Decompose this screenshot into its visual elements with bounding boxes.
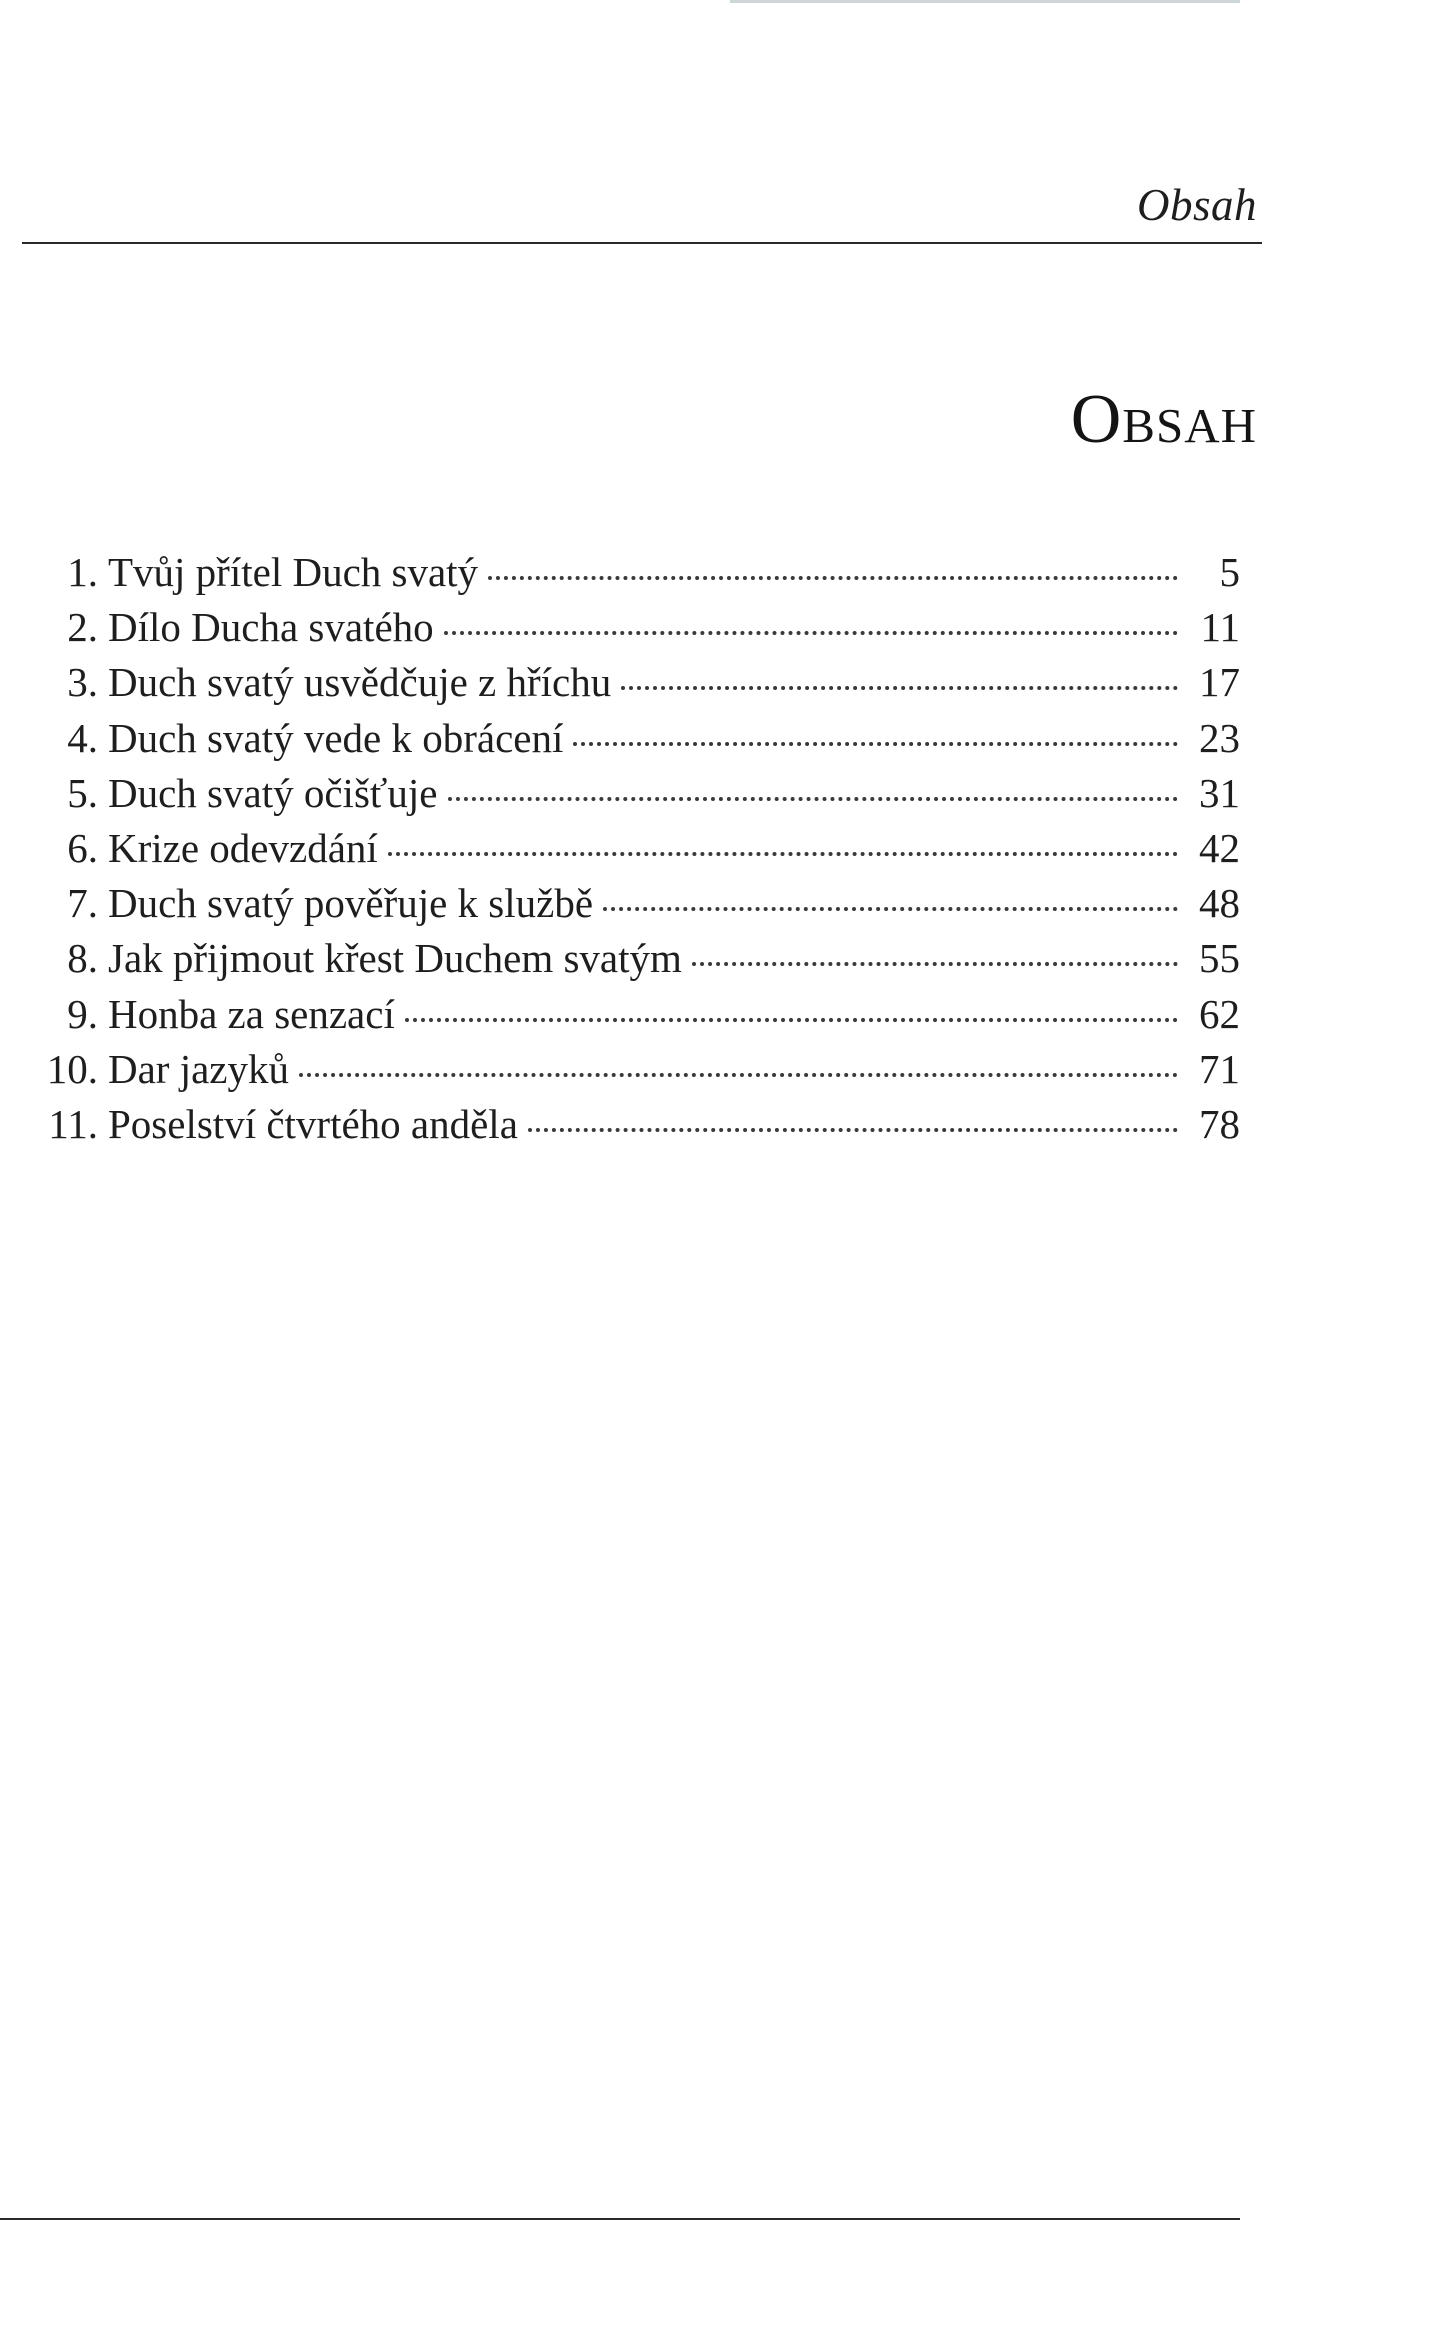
toc-entry[interactable]	[28, 711, 1240, 766]
dot-leader	[405, 1018, 1178, 1022]
dot-leader	[692, 962, 1178, 966]
toc-entry-number: 4.	[67, 714, 98, 761]
toc-entry-page: 55	[1199, 935, 1240, 982]
dot-leader	[488, 576, 1178, 580]
dot-leader	[388, 852, 1178, 856]
toc-entry[interactable]	[28, 1042, 1240, 1097]
toc-entry-title: Duch svatý pověřuje k službě	[108, 880, 594, 927]
running-head: Obsah	[1136, 180, 1257, 230]
toc-entry-title: Tvůj přítel Duch svatý	[108, 549, 479, 595]
toc-entry-number: 2.	[67, 604, 98, 651]
toc-entry-title: Duch svatý očišťuje	[108, 769, 438, 816]
toc-entry-number: 3.	[67, 659, 98, 706]
toc-entry-title: Dílo Ducha svatého	[108, 604, 434, 651]
header-rule	[22, 242, 1262, 244]
toc-entry-number: 11.	[48, 1100, 98, 1147]
toc-entry-number: 7.	[67, 880, 98, 927]
table-of-contents	[28, 545, 1240, 1152]
toc-entry-page: 42	[1199, 824, 1240, 871]
footer-rule	[0, 2218, 1240, 2220]
toc-entry-page: 78	[1199, 1100, 1240, 1147]
dot-leader	[528, 1128, 1178, 1132]
toc-entry-page: 17	[1199, 659, 1240, 706]
toc-entry-page: 48	[1199, 880, 1240, 927]
toc-entry-title: Honba za senzací	[108, 990, 395, 1037]
toc-entry-title: Duch svatý vede k obrácení	[108, 714, 564, 761]
dot-leader	[603, 907, 1178, 911]
toc-entry[interactable]	[28, 766, 1240, 821]
toc-entry-title: Krize odevzdání	[108, 824, 378, 871]
dot-leader	[444, 631, 1178, 635]
page-title: Obsah	[1070, 381, 1257, 458]
toc-entry-page: 71	[1199, 1045, 1240, 1092]
toc-entry[interactable]	[28, 931, 1240, 986]
toc-entry-number: 9.	[67, 990, 98, 1037]
toc-entry[interactable]	[28, 821, 1240, 876]
toc-entry-number: 1.	[67, 549, 98, 595]
dot-leader	[299, 1073, 1178, 1077]
toc-entry[interactable]	[28, 987, 1240, 1042]
toc-entry-number: 6.	[67, 824, 98, 871]
dot-leader	[573, 742, 1178, 746]
toc-entry-number: 8.	[67, 935, 98, 982]
toc-entry[interactable]	[28, 1097, 1240, 1152]
toc-entry-number: 5.	[67, 769, 98, 816]
dot-leader	[448, 797, 1178, 801]
toc-entry-page: 5	[1219, 549, 1240, 595]
toc-entry-page: 62	[1199, 990, 1240, 1037]
dot-leader	[621, 686, 1178, 690]
toc-entry[interactable]	[28, 876, 1240, 931]
toc-entry-page: 31	[1199, 769, 1240, 816]
toc-entry-title: Dar jazyků	[108, 1045, 289, 1092]
toc-entry-number: 10.	[46, 1045, 98, 1092]
toc-entry-title: Duch svatý usvědčuje z hříchu	[108, 659, 612, 706]
scan-edge	[730, 0, 1240, 3]
toc-entry-page: 23	[1199, 714, 1240, 761]
toc-entry-title: Jak přijmout křest Duchem svatým	[108, 935, 682, 982]
toc-entry[interactable]	[28, 600, 1240, 655]
toc-entry[interactable]	[28, 545, 1240, 600]
toc-entry-title: Poselství čtvrtého anděla	[108, 1100, 518, 1147]
toc-entry-page: 11	[1200, 604, 1240, 651]
toc-entry[interactable]	[28, 655, 1240, 710]
